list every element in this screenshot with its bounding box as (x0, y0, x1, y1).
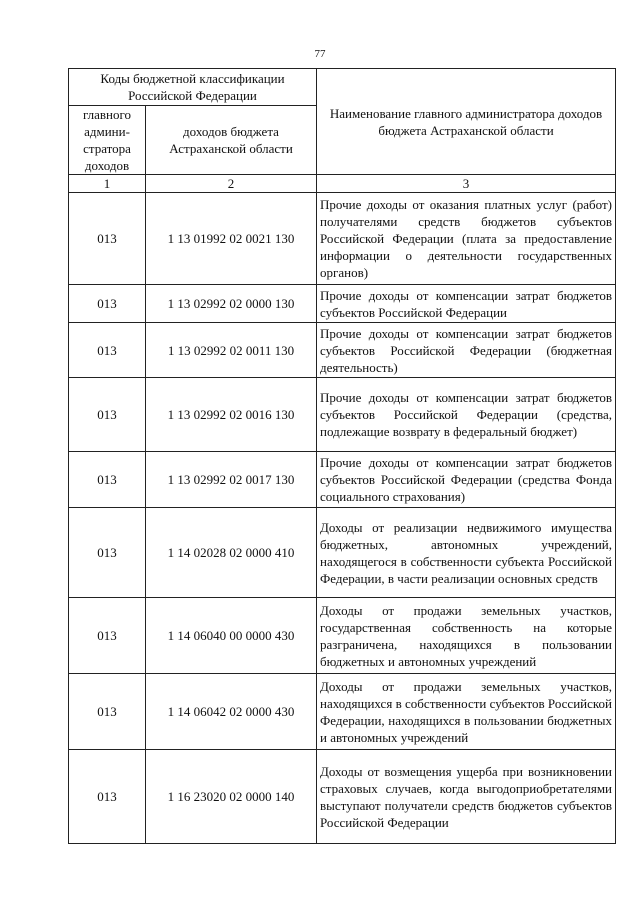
admin-code: 013 (69, 674, 146, 750)
page-number: 77 (314, 48, 326, 60)
admin-code: 013 (69, 598, 146, 674)
admin-code: 013 (69, 378, 146, 452)
admin-code: 013 (69, 285, 146, 323)
admin-code: 013 (69, 452, 146, 508)
revenue-code: 1 16 23020 02 0000 140 (146, 750, 317, 844)
table-row (69, 508, 616, 598)
revenue-code: 1 13 01992 02 0021 130 (146, 193, 317, 285)
name-column-header: Наименование главного администратора доходов бюджета Астраханской области (317, 69, 616, 175)
header-row (69, 69, 616, 106)
table-row (69, 750, 616, 844)
revenue-name: Прочие доходы от компенсации затрат бюджетов субъектов Российской Федерации (средства, подлежащие возврату в федеральный бюджет) (317, 378, 616, 452)
admin-code: 013 (69, 750, 146, 844)
revenue-name: Прочие доходы от оказания платных услуг (работ) получателями средств бюджетов субъектов Российской Федерации (плата за предоставление информации о деятельности государственных органов) (317, 193, 616, 285)
revenue-name: Прочие доходы от компенсации затрат бюджетов субъектов Российской Федерации (бюджетная деятельность) (317, 323, 616, 378)
revenue-code: 1 14 06040 00 0000 430 (146, 598, 317, 674)
revenue-code: 1 13 02992 02 0016 130 (146, 378, 317, 452)
table-row (69, 323, 616, 378)
column-number-row (69, 175, 616, 193)
revenue-name: Доходы от продажи земельных участков, находящихся в собственности субъектов Российской Федерации, находящихся в пользовании бюджетных и автономных учреждений (317, 674, 616, 750)
revenue-code: 1 14 06042 02 0000 430 (146, 674, 317, 750)
admin-column-header: главного админи-стратора доходов (69, 106, 146, 175)
admin-code: 013 (69, 323, 146, 378)
revenue-code: 1 13 02992 02 0000 130 (146, 285, 317, 323)
revenue-name: Прочие доходы от компенсации затрат бюджетов субъектов Российской Федерации (317, 285, 616, 323)
table-row (69, 452, 616, 508)
admin-code: 013 (69, 193, 146, 285)
table-row (69, 598, 616, 674)
revenue-code: 1 13 02992 02 0011 130 (146, 323, 317, 378)
revenue-code: 1 14 02028 02 0000 410 (146, 508, 317, 598)
revenue-code: 1 13 02992 02 0017 130 (146, 452, 317, 508)
table-row (69, 378, 616, 452)
admin-code: 013 (69, 508, 146, 598)
column-number-2: 2 (146, 175, 317, 193)
table-row (69, 674, 616, 750)
codes-group-header: Коды бюджетной классификации Российской Федерации (69, 69, 317, 106)
revenue-name: Доходы от реализации недвижимого имущества бюджетных, автономных учреждений, находящегося в собственности субъекта Российской Федерации, в части реализации основных средств (317, 508, 616, 598)
table-row (69, 193, 616, 285)
revenue-name: Доходы от продажи земельных участков, государственная собственность на которые разграничена, находящихся в пользовании бюджетных и автономных учреждений (317, 598, 616, 674)
table-row (69, 285, 616, 323)
budget-classification-table (68, 68, 616, 844)
code-column-header: доходов бюджета Астраханской области (146, 106, 317, 175)
column-number-3: 3 (317, 175, 616, 193)
revenue-name: Прочие доходы от компенсации затрат бюджетов субъектов Российской Федерации (средства Фонда социального страхования) (317, 452, 616, 508)
revenue-name: Доходы от возмещения ущерба при возникновении страховых случаев, когда выгодоприобретателями выступают получатели средств бюджетов субъектов Российской Федерации (317, 750, 616, 844)
column-number-1: 1 (69, 175, 146, 193)
